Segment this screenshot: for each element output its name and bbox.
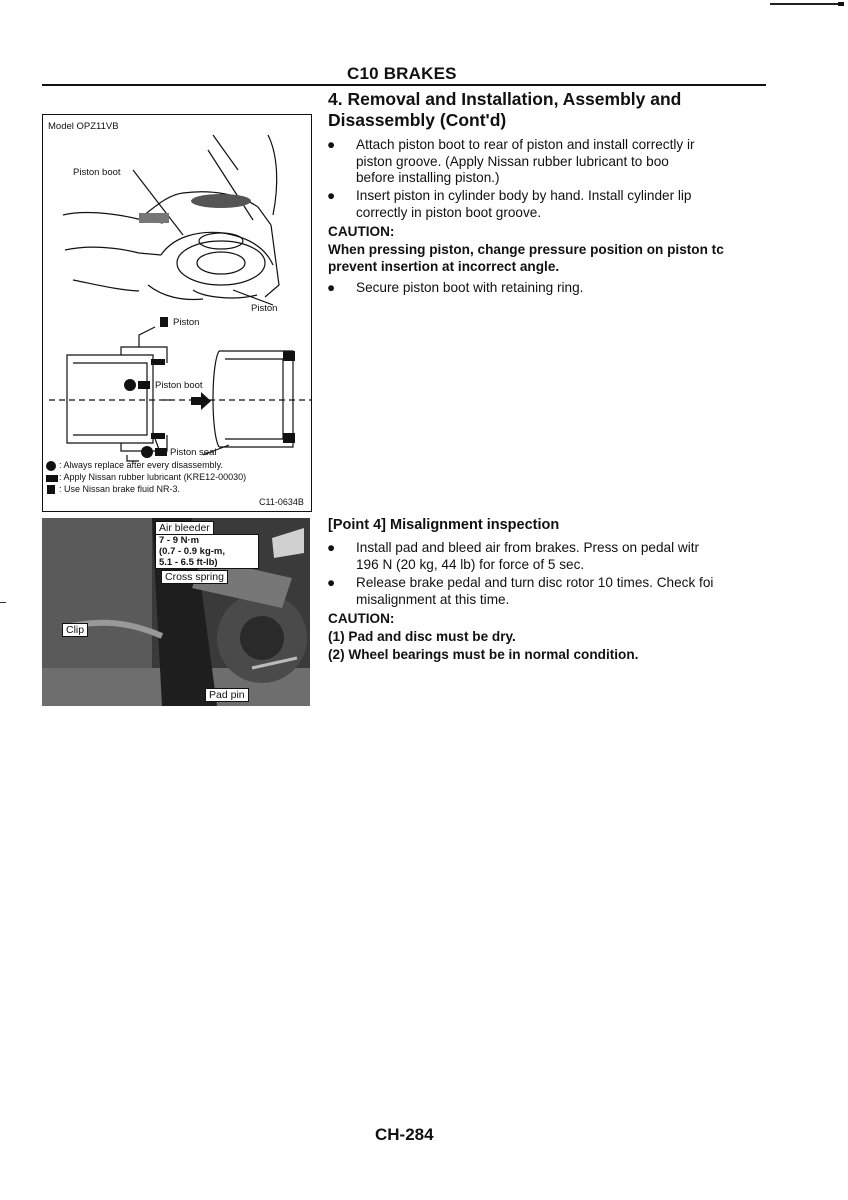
label-piston-seal: Piston seal	[170, 447, 217, 458]
caution-1-text	[328, 242, 764, 275]
point4-caution-label: CAUTION:	[328, 611, 395, 626]
label-piston-boot-top: Piston boot	[73, 167, 121, 178]
step-1	[356, 137, 766, 187]
callout-pad-pin: Pad pin	[205, 688, 249, 702]
section-title	[328, 89, 758, 131]
bullet-dot-3: ●	[327, 280, 336, 295]
figure-caliper-photo	[42, 518, 310, 706]
callout-cross-spring: Cross spring	[161, 570, 228, 584]
torque-line3: 5.1 - 6.5 ft-lb)	[159, 557, 218, 568]
step-1-line3: before installing piston.)	[356, 170, 500, 185]
caution-1-label: CAUTION:	[328, 224, 395, 239]
header-rule	[42, 84, 766, 86]
point4-bullet-2-line2: misalignment at this time.	[356, 591, 510, 607]
step-1-line2: piston groove. (Apply Nissan rubber lubricant to boo	[356, 153, 669, 169]
figure-code: C11-0634B	[259, 497, 304, 507]
point4-title: [Point 4] Misalignment inspection	[328, 517, 560, 533]
page-header-title: C10 BRAKES	[347, 64, 457, 83]
section-title-line2: Disassembly (Cont'd)	[328, 110, 507, 130]
bullet-dot-1: ●	[327, 137, 336, 152]
top-edge-mark	[838, 2, 844, 6]
label-piston-top: Piston	[251, 303, 278, 314]
legend-brake-fluid: : Use Nissan brake fluid NR-3.	[59, 484, 181, 494]
point4-bullet-dot-2: ●	[327, 575, 336, 590]
callout-air-bleeder: Air bleeder	[155, 521, 214, 535]
page-number: CH-284	[375, 1125, 434, 1144]
step-2	[356, 188, 766, 221]
point4-bullet-2-line1: Release brake pedal and turn disc rotor 10 times. Check foi	[356, 575, 714, 590]
callout-clip: Clip	[62, 623, 88, 637]
caution-1-line1: When pressing piston, change pressure position on piston tc	[328, 242, 724, 257]
point4-bullet-1	[356, 540, 766, 573]
figure-model-label: Model OPZ11VB	[48, 121, 119, 132]
point4-bullet-1-line1: Install pad and bleed air from brakes. Press on pedal witr	[356, 540, 700, 555]
point4-caution-2: (2) Wheel bearings must be in normal condition.	[328, 647, 639, 662]
left-edge-mark	[0, 602, 6, 603]
step-2-line2: correctly in piston boot groove.	[356, 204, 542, 220]
figure-piston-installation	[42, 114, 312, 512]
torque-line2: (0.7 - 0.9 kg-m,	[159, 546, 225, 557]
label-piston-boot-mid: Piston boot	[155, 380, 203, 391]
top-edge-rule	[770, 3, 842, 5]
point4-caution-1: (1) Pad and disc must be dry.	[328, 629, 516, 644]
label-piston-symbol: Piston	[173, 317, 200, 328]
step-2-line1: Insert piston in cylinder body by hand. Install cylinder lip	[356, 188, 692, 203]
point4-bullet-1-line2: 196 N (20 kg, 44 lb) for force of 5 sec.	[356, 556, 585, 572]
section-title-line1: 4. Removal and Installation, Assembly and	[328, 89, 682, 109]
legend-replace: : Always replace after every disassembly.	[59, 460, 223, 470]
point4-bullet-2	[356, 575, 766, 608]
point4-bullet-dot-1: ●	[327, 540, 336, 555]
callout-torque	[155, 534, 259, 569]
step-1-line1: Attach piston boot to rear of piston and install correctly ir	[356, 137, 695, 152]
step-3-line1: Secure piston boot with retaining ring.	[356, 280, 584, 295]
caution-1-line2: prevent insertion at incorrect angle.	[328, 258, 560, 274]
torque-line1: 7 - 9 N·m	[159, 535, 200, 546]
bullet-dot-2: ●	[327, 188, 336, 203]
legend-lubricant: : Apply Nissan rubber lubricant (KRE12-00030)	[59, 472, 247, 482]
